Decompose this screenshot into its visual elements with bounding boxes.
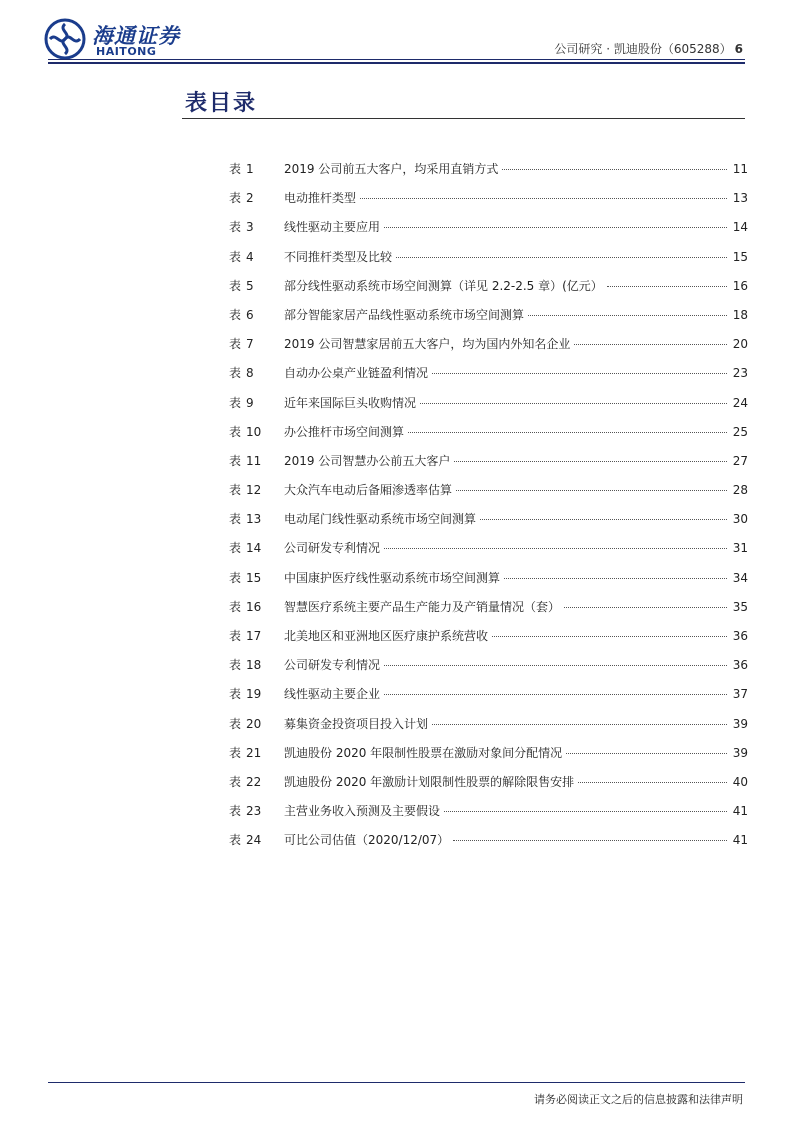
toc-entry-number: 18 [246, 658, 262, 673]
toc-entry-title: 公司研发专利情况 [284, 658, 381, 673]
toc-entry[interactable] [229, 364, 748, 393]
toc-entry[interactable] [229, 248, 748, 277]
toc-entry-number: 19 [246, 687, 262, 702]
toc-entry[interactable] [229, 394, 748, 423]
toc-entry-title: 凯迪股份 2020 年激励计划限制性股票的解除限售安排 [284, 774, 575, 789]
toc-entry-number: 13 [246, 512, 262, 527]
toc-entry-page: 14 [732, 220, 748, 235]
toc-entry-page: 16 [732, 278, 748, 293]
toc-entry-prefix: 表 [229, 687, 242, 702]
toc-entry[interactable] [229, 744, 748, 773]
toc-entry-number: 3 [246, 220, 254, 235]
toc-entry-page: 24 [732, 395, 748, 410]
toc-entry-page: 39 [732, 745, 748, 760]
toc-entry-page: 35 [732, 599, 748, 614]
toc-entry-prefix: 表 [229, 716, 242, 731]
toc-entry[interactable] [229, 685, 748, 714]
footer-divider [48, 1082, 745, 1083]
toc-entry[interactable] [229, 773, 748, 802]
toc-entry-page: 15 [732, 249, 748, 264]
toc-entry-number: 21 [246, 745, 262, 760]
toc-entry-number: 4 [246, 249, 254, 264]
toc-entry-title: 智慧医疗系统主要产品生产能力及产销量情况（套） [284, 599, 561, 614]
toc-entry-title: 主营业务收入预测及主要假设 [284, 804, 441, 819]
toc-entry-leader [564, 607, 727, 608]
toc-entry[interactable] [229, 335, 748, 364]
toc-entry-leader [566, 753, 727, 754]
header-divider-thick [48, 62, 745, 64]
toc-entry[interactable] [229, 452, 748, 481]
toc-entry-prefix: 表 [229, 658, 242, 673]
toc-entry-prefix: 表 [229, 629, 242, 643]
toc-entry[interactable] [229, 277, 748, 306]
toc-entry-prefix: 表 [229, 599, 242, 614]
toc-entry-number: 8 [246, 366, 254, 381]
toc-entry[interactable] [229, 189, 748, 218]
toc-entry-leader [453, 840, 727, 841]
haitong-logo [44, 18, 184, 62]
toc-entry-prefix: 表 [229, 366, 242, 381]
toc-entry-leader [607, 286, 727, 287]
toc-entry-prefix: 表 [229, 745, 242, 760]
toc-entry-title: 募集资金投资项目投入计划 [284, 716, 429, 731]
toc-entry[interactable] [229, 569, 748, 598]
toc-entry-leader [384, 548, 727, 549]
toc-entry-number: 1 [246, 162, 254, 176]
toc-entry[interactable] [229, 218, 748, 247]
toc-entry-title: 电动尾门线性驱动系统市场空间测算 [284, 512, 477, 527]
toc-entry-title: 电动推杆类型 [284, 191, 357, 206]
toc-entry-page: 28 [732, 483, 748, 498]
toc-entry-prefix: 表 [229, 774, 242, 789]
toc-entry-title: 不同推杆类型及比较 [284, 249, 393, 264]
toc-entry-leader [456, 490, 727, 491]
toc-entry-title: 部分智能家居产品线性驱动系统市场空间测算 [284, 307, 525, 322]
toc-entry-prefix: 表 [229, 541, 242, 556]
toc-entry[interactable] [229, 627, 748, 656]
toc-entry-prefix: 表 [229, 483, 242, 498]
toc-entry-page: 18 [732, 307, 748, 322]
toc-entry-leader [432, 373, 727, 374]
toc-entry-title: 办公推杆市场空间测算 [284, 424, 405, 439]
toc-entry-number: 22 [246, 774, 262, 789]
toc-entry-leader [574, 344, 727, 345]
toc-entry[interactable] [229, 715, 748, 744]
table-of-tables [229, 160, 748, 861]
toc-entry-page: 13 [732, 191, 748, 206]
toc-entry-prefix: 表 [229, 220, 242, 235]
toc-entry-page: 34 [732, 570, 748, 585]
toc-entry-number: 2 [246, 191, 254, 206]
toc-entry-leader [384, 665, 727, 666]
toc-entry-page: 30 [732, 512, 748, 527]
toc-entry-title: 可比公司估值（2020/12/07） [284, 833, 450, 848]
toc-entry-page: 23 [732, 366, 748, 381]
toc-title: 表目录 [185, 90, 258, 116]
toc-entry-number: 20 [246, 716, 262, 731]
toc-entry-page: 37 [732, 687, 748, 702]
haitong-emblem-icon [44, 18, 86, 60]
toc-entry-title: 2019 公司前五大客户，均采用直销方式 [284, 162, 499, 176]
toc-entry-leader [384, 227, 727, 228]
toc-entry[interactable] [229, 306, 748, 335]
toc-entry-prefix: 表 [229, 833, 242, 848]
toc-entry[interactable] [229, 160, 748, 189]
toc-entry[interactable] [229, 539, 748, 568]
toc-entry[interactable] [229, 510, 748, 539]
toc-entry-page: 31 [732, 541, 748, 556]
toc-title-divider [182, 118, 745, 119]
toc-entry-title: 自动办公桌产业链盈利情况 [284, 366, 429, 381]
toc-entry-page: 39 [732, 716, 748, 731]
toc-entry-leader [384, 694, 727, 695]
toc-entry-number: 6 [246, 307, 254, 322]
toc-entry[interactable] [229, 481, 748, 510]
toc-entry-page: 40 [732, 774, 748, 789]
toc-entry-prefix: 表 [229, 191, 242, 206]
toc-entry-title: 线性驱动主要应用 [284, 220, 381, 235]
toc-entry-number: 5 [246, 278, 254, 293]
toc-entry-leader [578, 782, 727, 783]
toc-entry-leader [432, 724, 727, 725]
toc-entry-page: 41 [732, 833, 748, 848]
toc-entry-prefix: 表 [229, 453, 242, 468]
toc-entry-title: 大众汽车电动后备厢渗透率估算 [284, 483, 453, 498]
toc-entry-title: 北美地区和亚洲地区医疗康护系统营收 [284, 629, 489, 643]
toc-entry-prefix: 表 [229, 307, 242, 322]
toc-entry-prefix: 表 [229, 337, 242, 352]
toc-entry-leader [502, 169, 727, 170]
toc-entry-leader [396, 257, 727, 258]
toc-entry-number: 16 [246, 599, 262, 614]
toc-entry-number: 17 [246, 629, 262, 643]
toc-entry[interactable] [229, 802, 748, 831]
toc-entry-number: 23 [246, 804, 262, 819]
toc-entry-prefix: 表 [229, 804, 242, 819]
footer-disclaimer: 请务必阅读正文之后的信息披露和法律声明 [534, 1093, 743, 1106]
toc-entry-title: 线性驱动主要企业 [284, 687, 381, 702]
toc-entry-page: 41 [732, 804, 748, 819]
toc-entry[interactable] [229, 656, 748, 685]
toc-entry-prefix: 表 [229, 395, 242, 410]
toc-entry-page: 27 [732, 453, 748, 468]
toc-entry[interactable] [229, 423, 748, 452]
toc-entry-prefix: 表 [229, 512, 242, 527]
toc-entry-number: 12 [246, 483, 262, 498]
header-divider-thin [48, 59, 745, 60]
toc-entry-leader [492, 636, 727, 637]
toc-entry-number: 24 [246, 833, 262, 848]
toc-entry[interactable] [229, 598, 748, 627]
toc-entry-prefix: 表 [229, 278, 242, 293]
toc-entry-leader [360, 198, 727, 199]
toc-entry-page: 11 [732, 162, 748, 176]
toc-entry-page: 36 [732, 629, 748, 643]
toc-entry-number: 11 [246, 453, 262, 468]
toc-entry-number: 7 [246, 337, 254, 352]
toc-entry-number: 9 [246, 395, 254, 410]
toc-entry-title: 近年来国际巨头收购情况 [284, 395, 417, 410]
page-number: 6 [734, 42, 743, 56]
toc-entry-leader [408, 432, 727, 433]
toc-entry[interactable] [229, 831, 748, 860]
toc-entry-title: 部分线性驱动系统市场空间测算（详见 2.2-2.5 章）(亿元） [284, 278, 603, 293]
toc-entry-leader [528, 315, 727, 316]
toc-entry-prefix: 表 [229, 424, 242, 439]
logo-english-name: HAITONG [96, 45, 157, 58]
logo-chinese-name: 海通证券 [92, 23, 180, 48]
toc-entry-title: 公司研发专利情况 [284, 541, 381, 556]
toc-entry-title: 2019 公司智慧办公前五大客户 [284, 453, 451, 468]
toc-entry-page: 20 [732, 337, 748, 352]
toc-entry-leader [454, 461, 727, 462]
toc-entry-number: 14 [246, 541, 262, 556]
report-header [554, 40, 743, 57]
toc-entry-number: 15 [246, 570, 262, 585]
toc-entry-title: 2019 公司智慧家居前五大客户，均为国内外知名企业 [284, 337, 571, 352]
toc-entry-leader [504, 578, 727, 579]
report-info: 公司研究 · 凯迪股份（605288） [554, 42, 732, 56]
toc-entry-prefix: 表 [229, 249, 242, 264]
toc-entry-prefix: 表 [229, 570, 242, 585]
toc-entry-page: 36 [732, 658, 748, 673]
toc-entry-prefix: 表 [229, 162, 242, 176]
toc-entry-page: 25 [732, 424, 748, 439]
toc-entry-leader [480, 519, 727, 520]
toc-entry-leader [420, 403, 727, 404]
toc-entry-leader [444, 811, 727, 812]
toc-entry-title: 凯迪股份 2020 年限制性股票在激励对象间分配情况 [284, 745, 563, 760]
toc-entry-number: 10 [246, 424, 262, 439]
toc-entry-title: 中国康护医疗线性驱动系统市场空间测算 [284, 570, 501, 585]
